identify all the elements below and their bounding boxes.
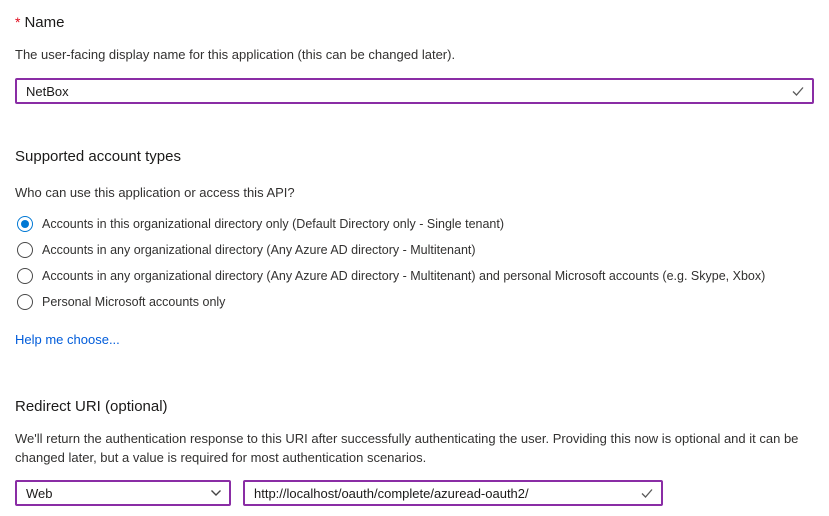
account-types-question: Who can use this application or access this API? bbox=[15, 185, 295, 200]
account-type-option-label: Accounts in this organizational directory only (Default Directory only - Single tenant) bbox=[42, 217, 505, 231]
radio-unselected-icon[interactable] bbox=[17, 242, 33, 258]
account-type-option[interactable] bbox=[15, 263, 814, 289]
redirect-uri-row bbox=[15, 480, 814, 506]
required-asterisk: * bbox=[15, 14, 21, 30]
radio-unselected-icon[interactable] bbox=[17, 268, 33, 284]
name-section-title bbox=[15, 12, 814, 33]
account-type-option[interactable] bbox=[15, 211, 814, 237]
name-title-text: Name bbox=[24, 14, 65, 31]
platform-select[interactable] bbox=[15, 480, 231, 506]
account-types-section-title: Supported account types bbox=[15, 148, 181, 165]
account-type-option-label: Accounts in any organizational directory (Any Azure AD directory - Multitenant) and personal Microsoft accounts (e.g. Skype, Xbox) bbox=[42, 269, 766, 283]
platform-select-value: Web bbox=[26, 485, 53, 501]
account-type-option-label: Personal Microsoft accounts only bbox=[42, 295, 226, 309]
radio-selected-icon[interactable] bbox=[17, 216, 33, 232]
radio-unselected-icon[interactable] bbox=[17, 294, 33, 310]
account-type-option[interactable] bbox=[15, 237, 814, 263]
name-description: The user-facing display name for this application (this can be changed later). bbox=[15, 47, 456, 62]
help-me-choose-link[interactable]: Help me choose... bbox=[15, 332, 120, 347]
redirect-uri-section-title: Redirect URI (optional) bbox=[15, 398, 168, 415]
name-input-wrap bbox=[15, 78, 814, 104]
account-type-option-label: Accounts in any organizational directory (Any Azure AD directory - Multitenant) bbox=[42, 243, 476, 257]
redirect-uri-description: We'll return the authentication response to this URI after successfully authenticating the user. Providing this now is optional and it can be changed later, but a value is required for most authentication scenarios. bbox=[15, 431, 799, 465]
name-input[interactable] bbox=[15, 78, 814, 104]
account-type-option[interactable] bbox=[15, 289, 814, 315]
account-type-options bbox=[15, 211, 814, 315]
redirect-uri-input[interactable] bbox=[243, 480, 663, 506]
redirect-uri-input-wrap bbox=[243, 480, 663, 506]
platform-select-wrap bbox=[15, 480, 231, 506]
